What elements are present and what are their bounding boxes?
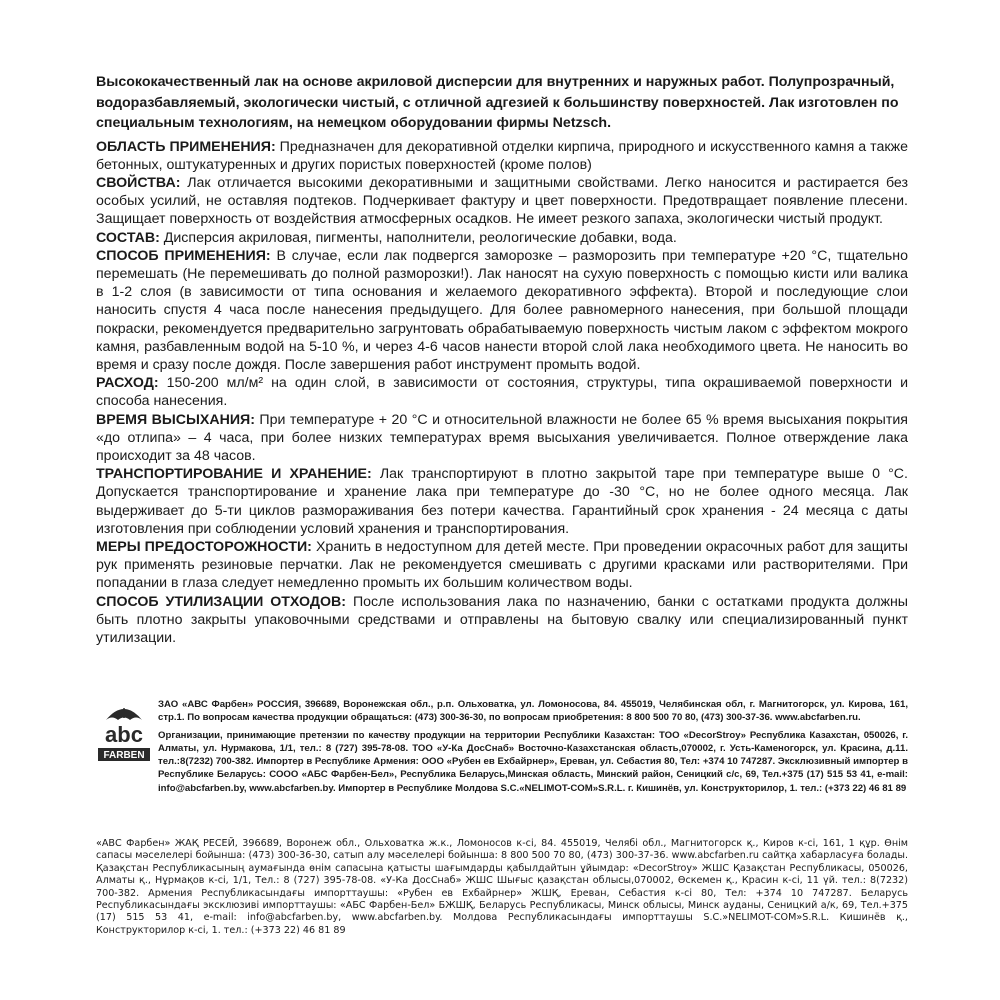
section-application [96,138,908,174]
section-text: Лак транспортируют в плотно закрытой таре при температуре выше 0 °C. Допускается транспортирование и хранение лака при температуре до -30 °C, но не более одного месяца. Лак выдерживает до 5-ти циклов размораживания без потери качества. Гарантийный срок хранения - 24 месяца с даты изготовления при соблюдении условий хранения и транспортирования. [96,466,908,537]
section-transport-storage [96,465,908,538]
section-text: Предназначен для декоративной отделки кирпича, природного и искусственного камня а также бетонных, оштукатуренных и других пористых поверхностей (кроме полов) [96,138,908,173]
company-info-kz: «АВС Фарбен» ЖАҚ РЕСЕЙ, 396689, Воронеж обл., Ольховатка ж.к., Ломоносов к-сі, 84. 455019, Челябі обл., Магнитогорск қ., Киров к-сі, 161, 1 құр. Өнім сапасы мәселелері бойынша: (473) 300-36-30, сатып алу мәселелері бойынша: 8 800 500 70 80, (473) 300-37-36. www.abcfarben.ru сайтқа хабарласуға болады. Қазақстан Республикасының аумағында өнім сапасына қатысты шағымдарды қабылдайтын ұйымдар: «DecorStroy» ЖШС Қазақстан Республикасы, 050026, Алматы қ., Нұрмақов к-сі, 1/1, Тел.: 8 (727) 395-78-08. «У-Ка ДосСнаб» ЖШС Шығыс қазақстан облысы,070002, Өскемен қ., Красин к-сі, 11 үй. тел.: 8(7232) 700-382. Армения Республикасындағы импорттаушы: «Рубен ев Exбайрнер» ЖШҚ, Ереван, Себастия к-сі 80, Тел: +374 10 747287. Беларусь Республикасындағы эксклюзиві импорттаушы: «АБС Фарбен-Бел» БЖШҚ, Беларусь Республикасы, Минск облысы, Минск ауданы, Сеницкий а/к, 69, Тел.+375 (17) 515 53 41, e-mail: info@abcfarben.by, www.abcfarben.by. Молдова Республикасындағы импорттаушы S.C.»NELIMOT-COM»S.R.L. Кишинёв қ., Конструкторилор к-сі, 1. тел.: (+373 22) 46 81 89 [96,838,908,936]
abc-farben-logo [96,698,152,770]
logo-farben-text: FARBEN [103,750,145,761]
section-text: 150-200 мл/м² на один слой, в зависимости от состояния, структуры, типа окрашиваемой поверхности и способа нанесения. [96,375,908,410]
section-text: В случае, если лак подвергся заморозке – разморозить при температуре +20 °C, тщательно перемешать (Не перемешивать до полной разморозки!). Лак наносят на сухую поверхность с помощью кисти или валика в 1-2 слоя (в зависимости от типа основания и желаемого декоративного эффекта). Второй и последующие слои наносить спустя 4 часа после нанесения предыдущего. Для более равномерного нанесения, при большой площади покраски, рекомендуется предварительно загрунтовать обрабатываемую поверхность чистым лаком с эффектом мокрого камня, разбавленным водой на 5-10 %, и через 4-6 часов нанести второй слой лака необходимого цвета. Не наносить во время и сразу после дождя. После завершения работ инструмент промыть водой. [96,247,908,373]
section-text: Хранить в недоступном для детей месте. При проведении окрасочных работ для защиты рук применять резиновые перчатки. Лак не рекомендуется смешивать с другими красками или растворителями. При попадании в глаза следует немедленно промыть их большим количеством воды. [96,538,908,592]
section-composition [96,229,908,247]
section-consumption [96,374,908,410]
company-text-block [158,698,908,799]
section-disposal [96,593,908,648]
section-heading: СВОЙСТВА: [96,174,181,191]
section-heading: ВРЕМЯ ВЫСЫХАНИЯ: [96,411,255,428]
company-info [96,698,908,834]
umbrella-icon [96,698,152,770]
section-text: При температуре + 20 °C и относительной влажности не более 65 % время высыхания покрытия «до отлипа» – 4 часа, при более низких температурах время высыхания увеличивается. Полное отверждение лака происходит за 48 часов. [96,411,908,464]
product-description [96,72,908,647]
section-heading: СОСТАВ: [96,229,160,246]
intro-text: Высококачественный лак на основе акриловой дисперсии для внутренних и наружных работ. Полупрозрачный, водоразбавляемый, экологически чистый, с отличной адгезией к большинству поверхностей. Лак изготовлен по специальным технологиям, на немецком оборудовании фирмы Netzsch. [96,74,899,131]
section-text: После использования лака по назначению, банки с остатками продукта должны быть плотно закрыты упаковочными средствами и отправлены на бытовую свалку или специализированный пункт утилизации. [96,593,908,646]
section-drying-time [96,411,908,466]
section-heading: МЕРЫ ПРЕДОСТОРОЖНОСТИ: [96,538,312,555]
section-heading: ТРАНСПОРТИРОВАНИЕ И ХРАНЕНИЕ: [96,466,372,483]
importers-info-ru: Организации, принимающие претензии по качеству продукции на территории Республики Казахстан: ТОО «DecorStroy» Республика Казахстан, 050026, г. Алматы, ул. Нурмакова, 1/1, тел.: 8 (727) 395-78-08. ТОО «У-Ка ДосСнаб» Восточно-Казахстанская область,070002, г. Усть-Каменогорск, ул. Красина, д.11. тел.:8(7232) 700-382. Импортер в Республике Армения: ООО «Рубен ев Exбайрнер», Ереван, ул. Себастия 80, Тел: +374 10 747287. Эксклюзивный импортер в Республике Беларусь: СООО «АБС Фарбен-Бел», Республика Беларусь,Минская область, Минский район, Сеницкий с/с, 69, Тел.+375 (17) 515 53 41, e-mail: info@abcfarben.by, www.abcfarben.by. Импортер в Республике Молдова S.C.«NELIMOT-COM»S.R.L. г. Кишинёв, ул. Конструкторилор, 1. тел.: (+373 22) 46 81 89 [158,729,908,794]
section-heading: СПОСОБ УТИЛИЗАЦИИ ОТХОДОВ: [96,593,346,610]
section-method [96,247,908,374]
section-text: Дисперсия акриловая, пигменты, наполнители, реологические добавки, вода. [159,229,677,246]
section-heading: РАСХОД: [96,375,159,392]
company-address-ru: ЗАО «АВС Фарбен» РОССИЯ, 396689, Воронежская обл., р.п. Ольховатка, ул. Ломоносова, 84. 455019, Челябинская обл, г. Магнитогорск, ул. Кирова, 161, стр.1. По вопросам качества продукции обращаться: (473) 300-36-30, по вопросам приобретения: 8 800 500 70 80, (473) 300-37-36. www.abcfarben.ru. [158,699,908,724]
section-precautions [96,538,908,593]
section-heading: ОБЛАСТЬ ПРИМЕНЕНИЯ: [96,138,276,155]
section-properties [96,174,908,229]
section-heading: СПОСОБ ПРИМЕНЕНИЯ: [96,247,271,264]
section-text: Лак отличается высокими декоративными и защитными свойствами. Легко наносится и растирается без особых усилий, не оставляя подтеков. Подчеркивает фактуру и цвет поверхности. Предотвращает появление плесени. Защищает поверхность от воздействия атмосферных осадков. Не имеет резкого запаха, экологически чистый продукт. [96,174,908,228]
logo-abc-text: abc [105,722,143,747]
